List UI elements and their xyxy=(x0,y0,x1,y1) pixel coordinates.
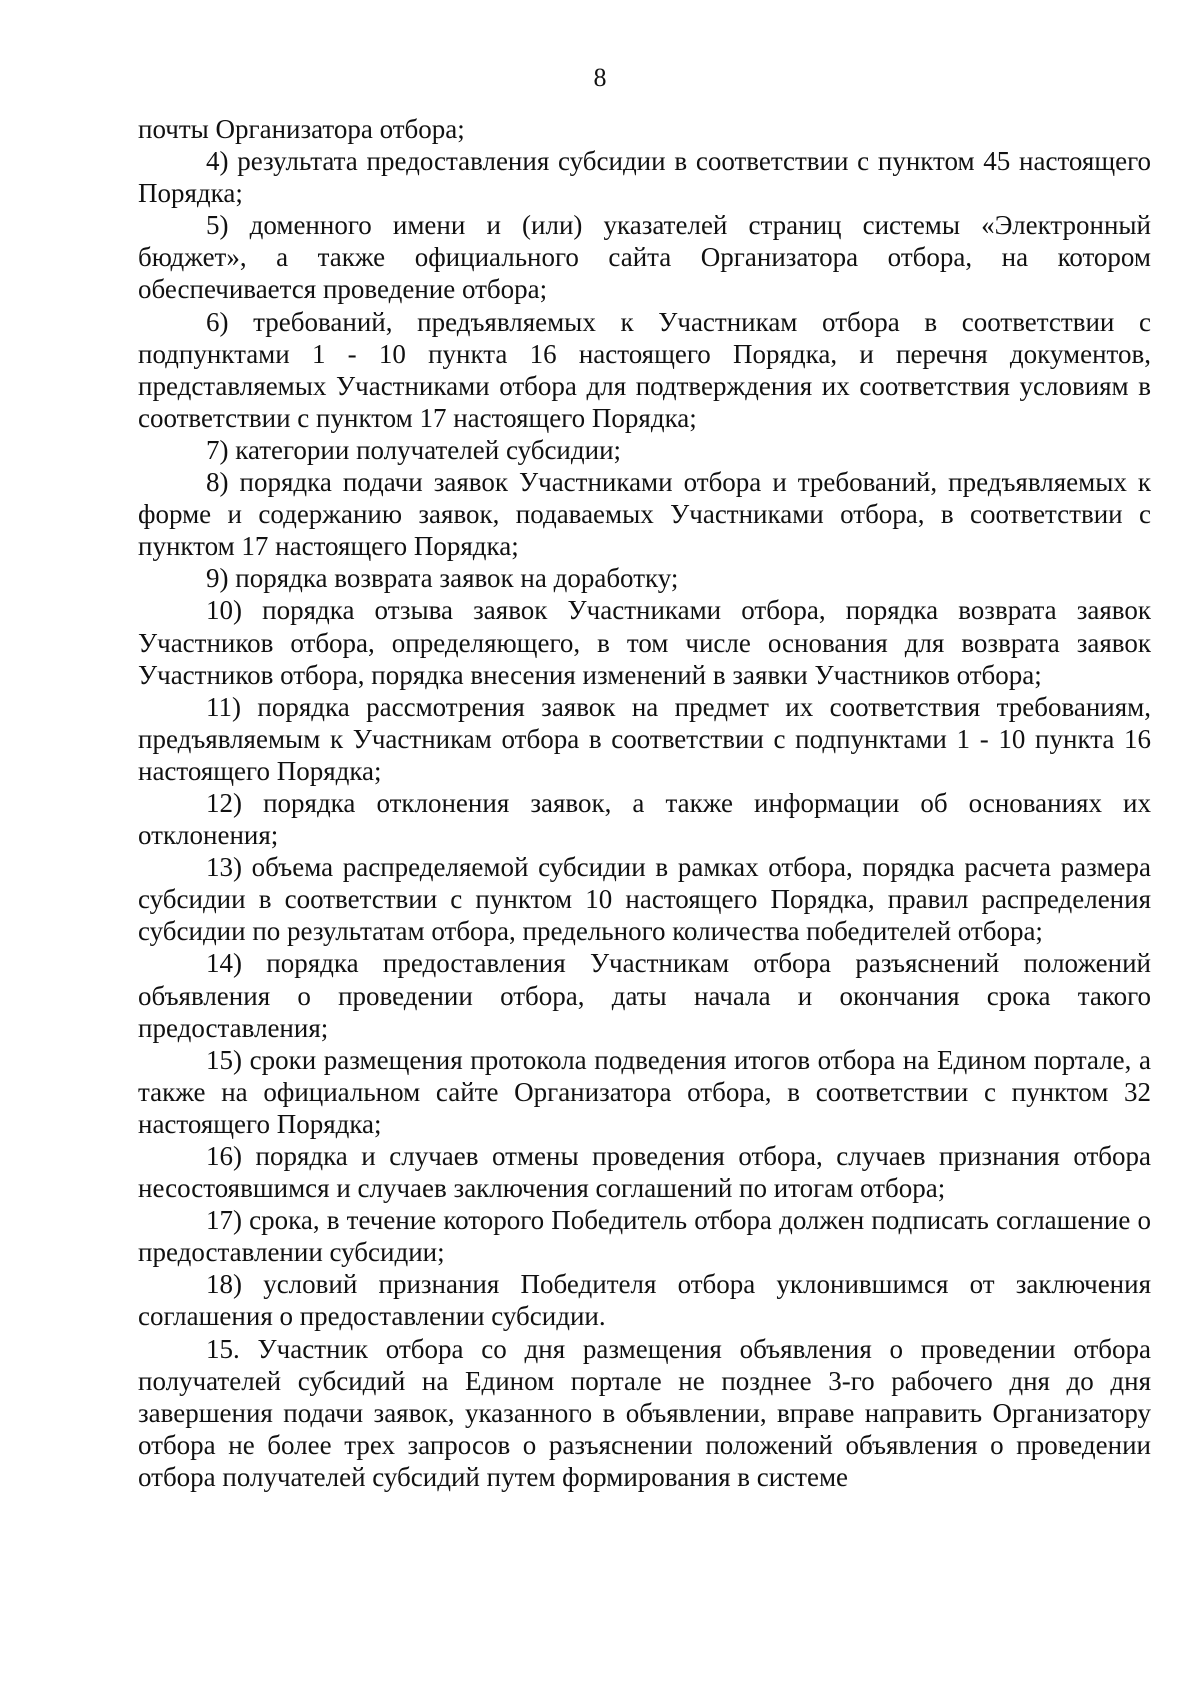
paragraph: 12) порядка отклонения заявок, а также информации об основаниях их отклонения; xyxy=(138,787,1151,851)
paragraph: 13) объема распределяемой субсидии в рамках отбора, порядка расчета размера субсидии в соответствии с пунктом 10 настоящего Порядка, правил распределения субсидии по результатам отбора, предельного количества победителей отбора; xyxy=(138,852,1151,947)
paragraph: 15) сроки размещения протокола подведения итогов отбора на Едином портале, а также на официальном сайте Организатора отбора, в соответствии с пунктом 32 настоящего Порядка; xyxy=(138,1044,1151,1139)
paragraph: 15. Участник отбора со дня размещения объявления о проведении отбора получателей субсидий на Едином портале не позднее 3-го рабочего дня до дня завершения подачи заявок, указанного в объявлении, вправе направить Организатору отбора не более трех запросов о разъяснении положений объявления о проведении отбора получателей субсидий путем формирования в системе xyxy=(138,1333,1151,1492)
paragraph: 10) порядка отзыва заявок Участниками отбора, порядка возврата заявок Участников отбора, определяющего, в том числе основания для возврата заявок Участников отбора, порядка внесения изменений в заявки Участников отбора; xyxy=(138,595,1151,690)
paragraph: 9) порядка возврата заявок на доработку; xyxy=(206,563,679,594)
page-number: 8 xyxy=(593,63,607,92)
paragraph: 8) порядка подачи заявок Участниками отбора и требований, предъявляемых к форме и содержанию заявок, подаваемых Участниками отбора, в соответствии с пунктом 17 настоящего Порядка; xyxy=(138,467,1151,562)
document-body xyxy=(138,113,1151,1493)
paragraph: 16) порядка и случаев отмены проведения отбора, случаев признания отбора несостоявшимся и случаев заключения соглашений по итогам отбора; xyxy=(138,1141,1151,1204)
paragraph: почты Организатора отбора; xyxy=(138,114,465,144)
paragraph: 17) срока, в течение которого Победитель отбора должен подписать соглашение о предоставлении субсидии; xyxy=(138,1205,1151,1268)
paragraph: 7) категории получателей субсидии; xyxy=(206,434,622,465)
paragraph: 4) результата предоставления субсидии в соответствии с пунктом 45 настоящего Порядка; xyxy=(138,146,1151,209)
paragraph: 5) доменного имени и (или) указателей страниц системы «Электронный бюджет», а также официального сайта Организатора отбора, на котором обеспечивается проведение отбора; xyxy=(138,210,1151,305)
paragraph: 11) порядка рассмотрения заявок на предмет их соответствия требованиям, предъявляемым к Участникам отбора в соответствии с подпунктами 1 - 10 пункта 16 настоящего Порядка; xyxy=(138,691,1151,786)
paragraph: 6) требований, предъявляемых к Участникам отбора в соответствии с подпунктами 1 - 10 пункта 16 настоящего Порядка, и перечня документов, представляемых Участниками отбора для подтверждения их соответствия условиям в соответствии с пунктом 17 настоящего Порядка; xyxy=(138,306,1151,433)
paragraph: 14) порядка предоставления Участникам отбора разъяснений положений объявления о проведении отбора, даты начала и окончания срока такого предоставления; xyxy=(138,948,1151,1043)
paragraph: 18) условий признания Победителя отбора уклонившимся от заключения соглашения о предоставлении субсидии. xyxy=(138,1269,1151,1332)
